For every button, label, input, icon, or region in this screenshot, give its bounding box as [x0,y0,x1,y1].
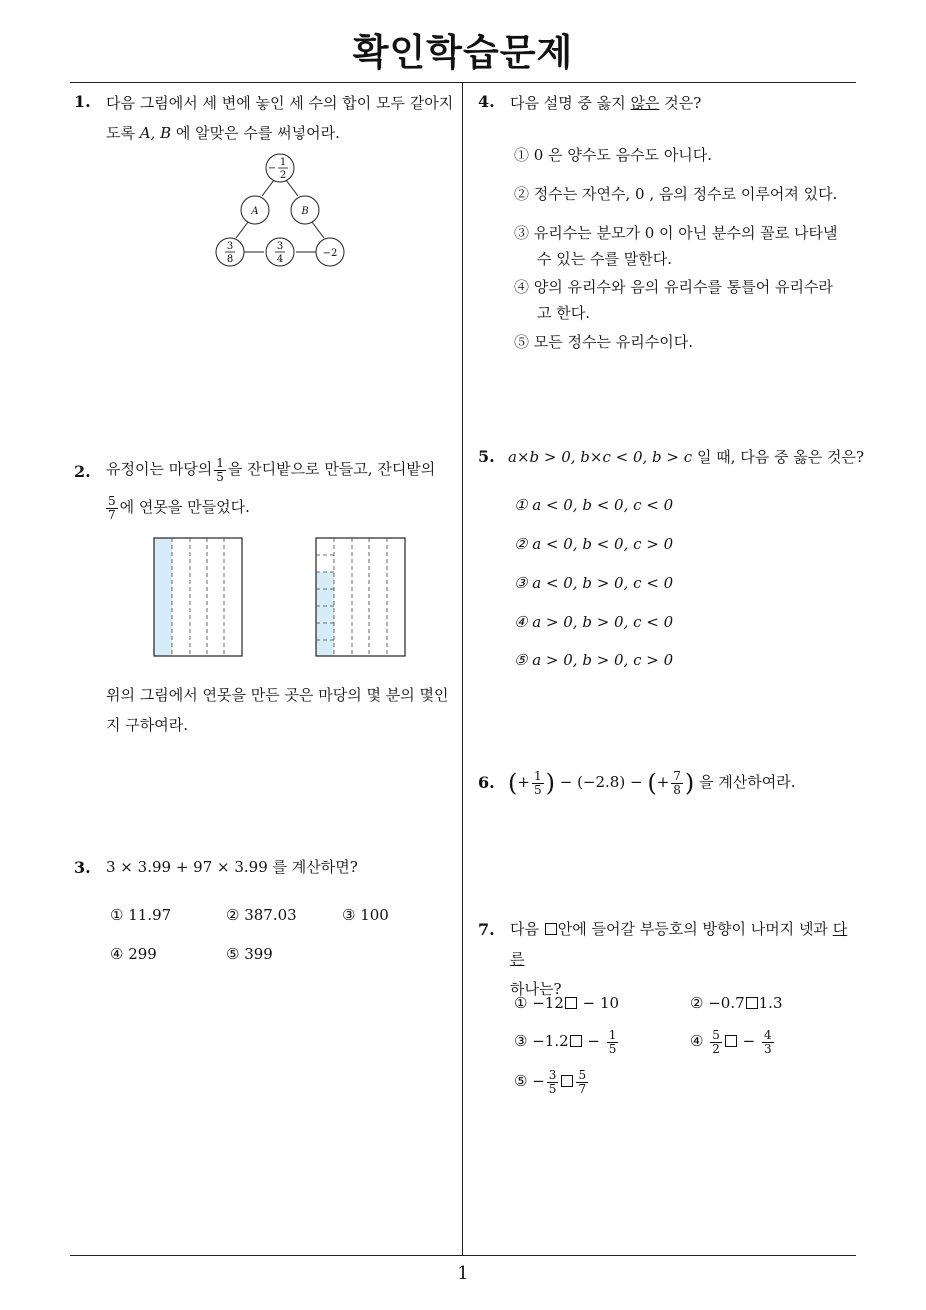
node-bl-num: 3 [226,241,234,252]
page-number: 1 [457,1263,469,1284]
q4-option-3-cont: 수 있는 수를 말한다. [537,250,672,268]
q3-option-3[interactable]: ③ 100 [342,906,389,924]
q7-option-3[interactable]: ③ −1.2 − $\frac{1}{5}$ [514,1027,617,1056]
q3-number: 3. [74,858,91,877]
node-bm-den: 4 [276,254,284,265]
q2-question: 위의 그림에서 연못을 만든 곳은 마당의 몇 분의 몇인 지 구하여라. [106,686,449,734]
q4-option-3[interactable]: ③ 유리수는 분모가 0 이 아닌 분수의 꼴로 나타낼 [514,224,838,242]
node-b: B [301,206,309,217]
q4-option-4-cont: 고 한다. [537,304,591,322]
node-top-sign: − [267,163,277,174]
q4-option-4[interactable]: ④ 양의 유리수와 음의 유리수를 통틀어 유리수라 [514,278,833,296]
blank-box-icon [570,1035,582,1047]
q2-text: 유정이는 마당의 $\frac{1}{5}$ 을 잔디밭으로 만들고, 잔디밭의 $\frac{5}{7}$ 에 연못을 만들었다. [106,455,436,522]
q3-option-5[interactable]: ⑤ 399 [226,945,273,963]
q4-option-5[interactable]: ⑤ 모든 정수는 유리수이다. [514,333,693,351]
node-bm-num: 3 [276,241,284,252]
blank-box-icon [565,997,577,1009]
blank-box-icon [746,997,758,1009]
q7-text: 다음 안에 들어갈 부등호의 방향이 나머지 넷과 다른 하나는? [510,920,848,998]
node-a: A [251,206,259,217]
q7-option-4[interactable]: ④ $\frac{5}{2}$ − $\frac{4}{3}$ [690,1027,772,1056]
page-title: 확인학습문제 [352,31,574,74]
q7-option-5[interactable]: ⑤ − $\frac{3}{5}$ $\frac{5}{7}$ [514,1067,587,1096]
top-rule [70,82,856,83]
node-bl-den: 8 [226,254,234,265]
node-top-den: 2 [279,170,287,181]
q5-option-1[interactable]: ① a < 0, b < 0, c < 0 [514,496,674,514]
blank-box-icon [561,1075,573,1087]
q5-option-4[interactable]: ④ a > 0, b > 0, c < 0 [514,613,674,631]
q4-number: 4. [478,92,495,111]
q1-number: 1. [74,92,91,111]
bottom-rule [70,1255,856,1256]
node-br: −2 [322,248,338,259]
node-top-num: 1 [279,157,287,168]
q5-option-3[interactable]: ③ a < 0, b > 0, c < 0 [514,574,674,592]
q2-number: 2. [74,462,91,481]
q3-text: 3 × 3.99 + 97 × 3.99 를 계산하면? [106,858,358,876]
q5-number: 5. [478,447,495,466]
q3-option-2[interactable]: ② 387.03 [226,906,297,924]
q5-text: a×b > 0, b×c < 0, b > c 일 때, 다음 중 옳은 것은? [508,448,865,466]
q3-option-1[interactable]: ① 11.97 [110,906,172,924]
q1-triangle-diagram [210,152,352,270]
blank-box-icon [545,923,557,935]
q5-option-2[interactable]: ② a < 0, b < 0, c > 0 [514,535,674,553]
q7-option-1[interactable]: ① −12 − 10 [514,994,620,1012]
blank-box-icon [725,1035,737,1047]
q4-text: 다음 설명 중 옳지 않은 것은? [510,94,702,112]
q4-option-2[interactable]: ② 정수는 자연수, 0 , 음의 정수로 이루어져 있다. [514,185,838,203]
q4-option-1[interactable]: ① 0 은 양수도 음수도 아니다. [514,146,713,164]
q7-number: 7. [478,920,495,939]
q2-yard-diagrams [152,536,412,660]
q3-option-4[interactable]: ④ 299 [110,945,157,963]
column-divider [462,82,463,1256]
q1-text: 다음 그림에서 세 변에 놓인 세 수의 합이 모두 같아지 도록 A, B 에 알맞은 수를 써넣어라. [106,94,454,142]
q6-number: 6. [478,773,495,792]
q6-expression: (+ $\frac{1}{5}$ ) − (−2.8) − (+ $\frac{7}{8}$ ) 을 계산하여라. [508,768,796,797]
q7-option-2[interactable]: ② −0.7 1.3 [690,994,783,1012]
q5-option-5[interactable]: ⑤ a > 0, b > 0, c > 0 [514,651,674,669]
